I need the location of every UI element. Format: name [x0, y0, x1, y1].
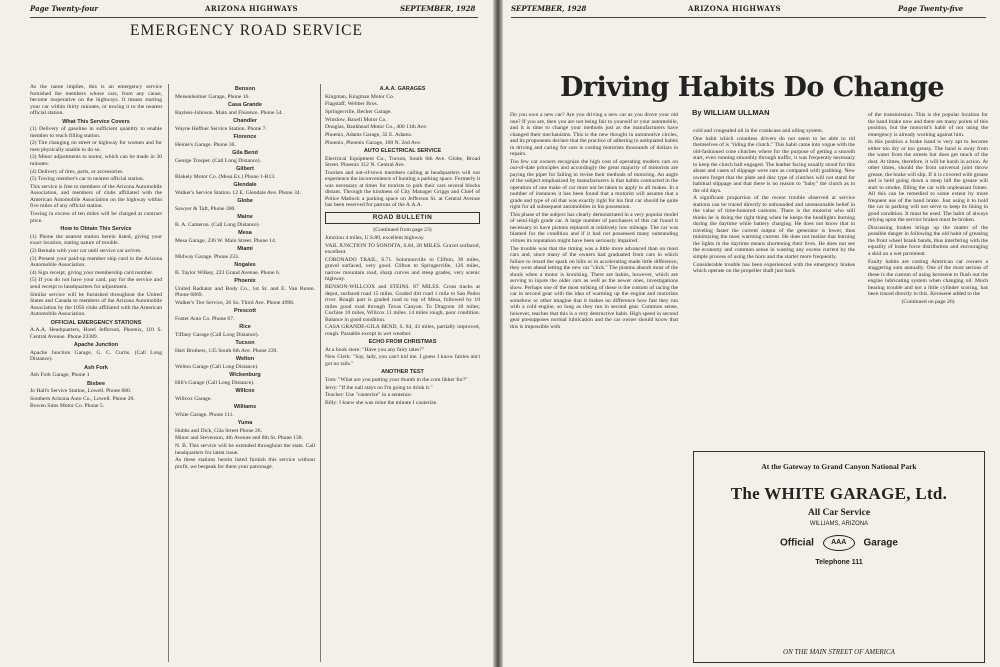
ad-garage-label: Garage: [863, 537, 898, 549]
left-article-title: EMERGENCY ROAD SERVICE: [130, 22, 363, 39]
paragraph: This service is free to members of the Arizona Automobile Association, and members of clubs affiliated with the American Automobile Association on the highway within five miles of any official station.: [30, 183, 162, 210]
paragraph: CASA GRANDE-GILA BEND, S. 84, 43 miles, partially improved, rough. Passable except in wet weather.: [325, 324, 480, 337]
paragraph: Sawyer & Taft, Phone 300.: [175, 205, 236, 212]
paragraph: Hart Brothers, 135 South 6th Ave. Phone 239.: [175, 347, 278, 354]
column-divider: [168, 84, 169, 662]
paragraph: Phoenix, Phoenix Garage, 100 N. 2nd Ave.: [325, 139, 422, 146]
right-article-title: Driving Habits Do Change: [560, 72, 945, 103]
paragraph: At a book store: "Have you any fairy tales?": [325, 346, 425, 353]
section-heading: Tucson: [235, 340, 255, 347]
paragraph: Wayne Heffner Service Station. Phone 7.: [175, 125, 267, 132]
section-heading: Yuma: [237, 420, 253, 427]
paragraph: Considerable trouble has been experienced with the emergency brakes which operate on the propeller shaft just back: [693, 261, 855, 275]
section-heading: Miami: [237, 246, 253, 252]
section-heading: What This Service Covers: [62, 118, 130, 125]
paragraph: Jerry: "If the nail stays on I'm going to drink it.": [325, 384, 433, 391]
paragraph: (5) Towing member's car to nearest official station.: [30, 176, 145, 183]
paragraph: Meisenheimer Garage, Phone 16.: [175, 93, 250, 100]
left-page-number: Page Twenty-four: [30, 4, 99, 13]
right-issue-date: SEPTEMBER, 1928: [511, 4, 587, 13]
paragraph: Kingman, Kingman Motor Co.: [325, 93, 395, 100]
section-heading: Benson: [234, 86, 256, 92]
paragraph: Phoenix, Adams Garage, 32 E. Adams.: [325, 131, 413, 138]
paragraph: (1) Delivery of gasoline in sufficient quantity to enable member to reach filling station.: [30, 126, 162, 139]
section-heading: Gilbert: [236, 166, 254, 172]
section-heading: How to Obtain This Service: [60, 226, 132, 233]
paragraph: Junction 4 miles, U.S.80, excellent highway.: [325, 235, 425, 241]
paragraph: Southern Arizona Auto Co., Lowell. Phone 20.: [30, 395, 135, 402]
paragraph: Too few car owners recognize the high cost of operating modern cars on out-of-date principles and accordingly the great majority of motorists are paying the piper for failing to revise their methods of motoring. An angle of the subject emphasized by manufacturers is that habits contracted in the operation of one make of car must not be taken to apply to all makes. In a number of instances it has been found that a motorist will assume that a grade and type of oil that was exactly right for his first car should be quite right for all subsequent automobiles in his possession.: [510, 158, 678, 211]
paragraph: (4) Delivery of tires, parts, or accessories.: [30, 168, 124, 175]
section-heading: Globe: [237, 198, 253, 204]
left-magazine-name: ARIZONA HIGHWAYS: [205, 4, 299, 13]
paragraph: Towing in excess of ten miles will be charged at contract price.: [30, 211, 162, 224]
paragraph: Welton Garage (Call Long Distance).: [175, 363, 259, 370]
section-heading: Gila Bend: [232, 150, 258, 156]
road-bulletin-title: ROAD BULLETIN: [372, 213, 433, 221]
section-heading: Phoenix: [234, 278, 256, 284]
section-heading: Willcox: [235, 388, 255, 395]
section-heading: Ash Fork: [84, 364, 108, 371]
paragraph: Billy: I knew she was mine the minute I cauterize.: [325, 400, 438, 406]
ad-official-line: [694, 535, 984, 551]
paragraph: Midway Garage. Phone 233.: [175, 253, 240, 260]
paragraph: (3) Minor adjustments to motor, which can be made in 30 minutes.: [30, 154, 162, 167]
paragraph: cold and congealed oil in the crankcase and oiling system.: [693, 128, 824, 134]
right-column-3: [868, 112, 988, 446]
paragraph: of the transmission. This is the popular location for the hand brake now and there are many points of this position, but the motorist's habit of not using the emergency is already working against him.: [868, 112, 988, 138]
left-column-1: [30, 84, 162, 664]
section-heading: Glendale: [233, 182, 257, 188]
article-byline: By WILLIAM ULLMAN: [692, 108, 770, 117]
paragraph: Teacher: Use "cauterize" in a sentence.: [325, 392, 413, 399]
paragraph: George Trosper. (Call Long Distance).: [175, 157, 261, 164]
paragraph: (1) Phone the nearest station herein listed, giving your exact location, stating nature of trouble.: [30, 233, 162, 247]
section-heading: Bisbee: [86, 380, 106, 387]
paragraph: United Radiator and Body Co., 1st St. and E. Van Buren. Phone 6869.: [175, 285, 315, 298]
right-column-2: [693, 128, 855, 446]
section-heading: A.A.A. GARAGES: [379, 86, 426, 92]
left-column-3: [325, 84, 480, 664]
left-column-2: [175, 84, 315, 664]
paragraph: Blakely Motor Co. (Mesa Ex.) Phone 1-R13.: [175, 173, 276, 180]
paragraph: B. A. Cameron. (Call Long Distance).: [175, 221, 260, 228]
paragraph: CORONADO TRAIL, S.71. Solomonville to Clifton, 38 miles, gravel surfaced, very good. Clifton to Springerville, 126 miles, narrow mountain road, sharp curves and steep grades, very scenic highway.: [325, 256, 480, 283]
paragraph: B. Taylor Wilkey, 223 Grand Avenue. Phone 6.: [175, 269, 281, 276]
section-heading: Prescott: [233, 308, 256, 315]
left-page: [0, 0, 493, 667]
section-heading: Chandler: [233, 118, 257, 124]
paragraph: Bowen Sims Motor Co. Phone 5.: [30, 403, 105, 410]
right-page-header: [503, 4, 1000, 18]
paragraph: (Continued from page 23): [373, 227, 432, 234]
section-heading: OFFICIAL EMERGENCY STATIONS: [50, 319, 142, 326]
section-heading: Mesa: [238, 230, 252, 236]
section-heading: AUTO ELECTRICAL SERVICE: [363, 148, 442, 155]
section-heading: Williams: [233, 404, 257, 411]
right-header-rule: [511, 17, 986, 18]
section-heading: Apache Junction: [73, 342, 119, 349]
paragraph: The trouble was that the timing was a little more advanced than on most cars and, since many of the owners had graduated from cars in which failure to retard the spark on hills or in accelerating made little difference, they went ahead letting the new car "click." The pistons absorb most of the shock when a motor is knocking. There are habits, however, which are serving to injure the older cars as well as the newer ones, investigations show. Perhaps one of the most striking of these is the custom of racing the car in second gear with the idea of warming up the engine and motorists somehow or other imagine that it makes no difference how fast they run with a cold engine, so long as they run in second gear. Common sense, however, teaches that this is a very destructive habit. High speed in second gear presupposes normal lubrication and the car owner should know that this is impossible with: [510, 245, 678, 330]
paragraph: Flagstaff, Webber Bros.: [325, 101, 379, 108]
paragraph: Electrical Equipment Co., Tucson, South 6th Ave. Globe, Broad Street. Phoenix 312 N. Central Ave.: [325, 155, 480, 169]
paragraph: Bayless-Johnson. Main and Florence. Phone 54.: [175, 109, 283, 116]
section-heading: ECHO FROM CHRISTMAS: [368, 339, 437, 346]
left-page-header: [0, 4, 493, 18]
ad-main-street: ON THE MAIN STREET OF AMERICA: [783, 648, 895, 656]
paragraph: (4) Sign receipt, giving your membership card number.: [30, 269, 154, 276]
paragraph: (2) Tire changing on street or highway for women and for men physically unable to do so.: [30, 140, 162, 153]
paragraph: Discussing brakes brings up the matter of the possible danger in following the old habit of greasing the front wheel brank bands, thus interfering with the equality of brake force distribution and encouraging a skid on a wet pavement.: [868, 224, 988, 257]
section-heading: Nogales: [234, 262, 256, 268]
ad-official-label: Official: [780, 537, 814, 549]
ad-business-name: The WHITE GARAGE, Ltd.: [730, 484, 948, 503]
ad-tagline: At the Gateway to Grand Canyon National Park: [761, 462, 917, 471]
paragraph: Willcox Garage.: [175, 395, 212, 402]
paragraph: (3) Present your paid-up member ship card in the Arizona Automobile Association.: [30, 255, 162, 268]
paragraph: White Garage. Phone 111.: [175, 411, 234, 418]
paragraph: (Continued on page 26): [901, 298, 955, 305]
section-heading: Florence: [233, 134, 257, 140]
paragraph: Ash Fork Garage, Phone 1: [30, 372, 90, 379]
paragraph: Do you own a new car? Are you driving a new car as you drove your old one? If you are, then you are not being fair to yourself or your automobile, and it is time to change your methods just as the manufacturers have changed their mechanisms. This is the new thought in automotive circles, and its proponents declare that the practice of adhering to antiquated habits in driving and caring for cars is costing motorists thousands of dollars in repairs.: [510, 112, 678, 157]
paragraph: In this position a brake band is very apt to become either too dry or too greasy. The band is away from the water from the streets but does get much of the dust. At times, therefore, it will be harsh in action. At other times, should the front universal joint throw grease, the brake will slip. If it is covered with grease and is held going down a steep hill the grease will start to smoke, filling the car with unpleasant fumes. All this can be remedied to some extent by more frequent use of the hand brake. Just using it to hold the car in parking will not serve to keep its lining in good condition. It must be used. The habit of always relying upon the service brakes must be broken.: [868, 139, 988, 224]
paragraph: Walker's Service Station. 12 E. Glendale Ave. Phone 34.: [175, 189, 301, 196]
paragraph: This phase of the subject has clearly demonstrated in a very popular model of semi-high grade car. A large number of purchasers of this car found it necessary to have pistons replaced at relatively low mileage. The car was blamed for the condition and if it had not possessed many outstanding virtues its reputation might have been seriously impaired.: [510, 211, 678, 244]
paragraph: Minor and Stevenson, 4th Avenue and 8th St. Phone 138.: [175, 435, 303, 442]
white-garage-advertisement: [693, 451, 985, 663]
paragraph: Springerville, Becker Garage.: [325, 108, 392, 115]
section-heading: Welton: [235, 356, 255, 363]
paragraph: Winslow, Baxell Motor Co.: [325, 116, 387, 123]
aaa-emblem-icon: AAA: [823, 535, 855, 551]
paragraph: One habit which countless drivers do not seem to be able to rid themselves of is "riding the clutch." This habit came into vogue with the old-fashioned cone clutches where for the purpose of getting a smooth start, even running smoothly through traffic, it was frequently necessary to keep the clutch ball engaged. The leather facing usually stood for this abuse and cases of slippage were rare as compared with grabbing. New owners forget that the plate and disc type of clutches will not stand for habitual slippage and that there is no reason to "baby" the clutch as in the old days.: [693, 135, 855, 194]
paragraph: (5) If you do not have your card, pay for the service and send receipt to headquarters for adjustment.: [30, 277, 162, 290]
ad-town: WILLIAMS, ARIZONA: [809, 521, 869, 527]
column-divider: [320, 84, 321, 662]
section-heading: Casa Grande: [228, 102, 262, 108]
paragraph: (2) Remain with your car until service car arrives.: [30, 247, 142, 254]
right-column-1: [510, 112, 678, 664]
paragraph: Mesa Garage, 236 W. Main Street. Phone 14.: [175, 237, 277, 244]
paragraph: N. B. This service will be extended throughout the state. Call headquarters for latest issue.: [175, 443, 315, 456]
section-heading: Maine: [237, 214, 253, 220]
ad-telephone: Telephone 111: [815, 559, 863, 566]
paragraph: Walker's Tire Service, 26 So. Third Ave. Phone 4998.: [175, 299, 295, 306]
paragraph: New Clerk: "Say, lady, you can't kid me. I guess I know fairies ain't got no tails.": [325, 354, 480, 367]
left-header-rule: [30, 17, 478, 18]
paragraph: Jo Hall's Service Station, Lowell. Phone 880.: [30, 388, 132, 395]
paragraph: Douglas, Bankhead Motor Co., 400 11th Ave.: [325, 124, 428, 131]
book-gutter: [493, 0, 503, 667]
paragraph: Foster Auto Co. Phone 67.: [175, 315, 235, 322]
paragraph: A.A.A. Headquarters, Hotel Jefferson, Phoenix, 101 S. Central Avenue. Phone 23389.: [30, 327, 162, 340]
paragraph: Hubbs and Dick, Gila Street Phone 26.: [175, 427, 263, 434]
paragraph: Tourists and out-of-town members calling at headquarters will not experience the inconvenience of hunting a parking space. Formerly it was necessary at times for tourists to park their cars several blocks distant. Through the kindness of City Manager Griggs and Chief of Police Matlock a parking space on Jefferson St. at Central Avenue has been reserved for patrons of the A.A.A.: [325, 169, 480, 209]
section-heading: Wickenburg: [229, 372, 261, 379]
right-page-number: Page Twenty-five: [898, 4, 964, 13]
road-bulletin-heading: [325, 212, 480, 225]
section-heading: ANOTHER TEST: [381, 369, 424, 376]
right-magazine-name: ARIZONA HIGHWAYS: [688, 4, 782, 13]
paragraph: Heinie's Garage. Phone 36.: [175, 141, 236, 148]
left-issue-date: SEPTEMBER, 1928: [400, 4, 476, 13]
section-heading: Rice: [239, 324, 251, 331]
paragraph: Similar service will be furnished throughout the United States and Canada to members of the Arizona Automobile Association by the 1056 clubs affiliated with the American Automobile Association.: [30, 291, 162, 318]
paragraph: VAIL JUNCTION TO SONOITA, S.84, 28 MILES. Gravel surfaced, excellent.: [325, 242, 480, 256]
paragraph: As the name implies, this is an emergency service furnished the members whose cars, from any cause, become inoperative on the highways. It means starting your car within thirty minutes, or towing it to the nearest official station.: [30, 84, 162, 116]
paragraph: A significant proportion of the recent trouble observed at service stations can be traced directly to unbounded and unreasonable belief in the value of time-honored customs. There is the motorist who still thinks he is doing the right thing when he keeps the headlights burning during the daytime while battery charging. He does not know that in traveling faster the current output of the generator is lower, thus minimizing the most warming current. He does not realize that burning the lights in the daytime means shortening their lives. He does not see the economy and common sense in wasting any excess current by the simple process of using the horn and the starter more frequently.: [693, 195, 855, 260]
paragraph: Hill's Garage (Call Long Distance).: [175, 379, 255, 386]
ad-service: All Car Service: [807, 508, 871, 518]
paragraph: Tiffany Garage (Call Long Distance).: [175, 331, 260, 338]
paragraph: Apache Junction Garage, G. C. Curtis. (Call Long Distance).: [30, 349, 162, 363]
paragraph: As these stations herein listed furnish this service without profit, we bespeak for them your patronage.: [175, 457, 315, 470]
paragraph: Tom: "What are you putting your thumb in the corn likker for?": [325, 376, 468, 383]
paragraph: Faulty habits are costing American car owners a staggering sum annually. One of the most serious of these is the custom of using kerosene to flush out the engine lubricating system when changing oil. Much bearing trouble and not a little cylinder scoring, has been traced directly to this. Kerosene added to the: [868, 258, 988, 298]
paragraph: BENSON-WILLCOX and STEINS. 87 MILES. Cross tracks at depot, surfaced road 15 miles. Graded dirt road 1 mile to San Pedro river. Rough part is graded road to top of Mesa, followed by 10 miles good road through Texas Canyon. To Dragoon 18 miles; Cochise 10 miles, Willcox 11 miles. 14 miles rough, poor condition. Balance in good condition.: [325, 284, 480, 323]
